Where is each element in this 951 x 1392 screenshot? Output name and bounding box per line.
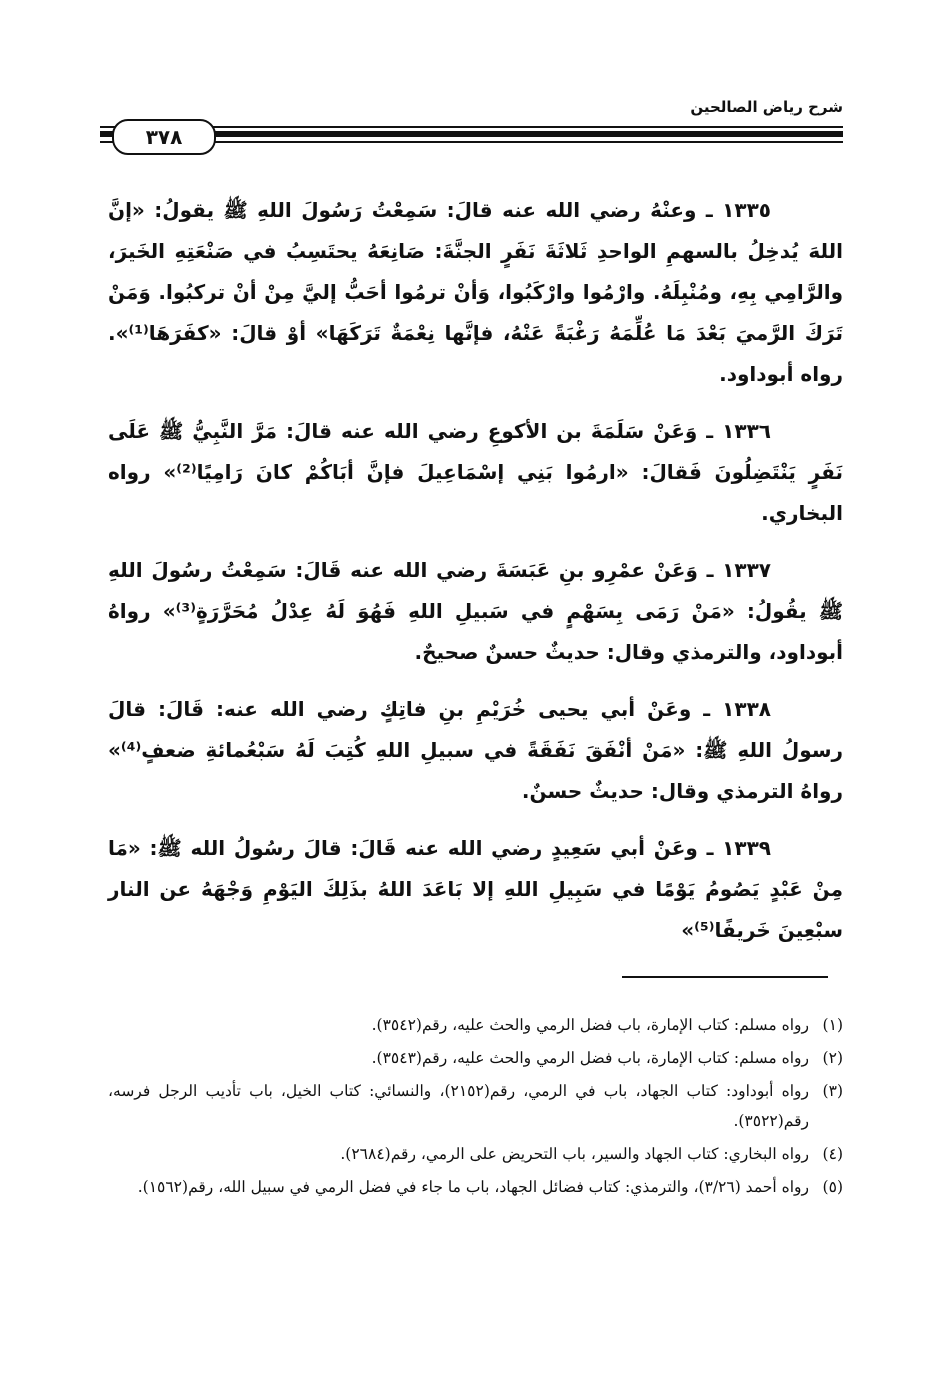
footnote-number: (٣) (822, 1082, 843, 1100)
hadith-1338: ١٣٣٨ ـ وعَنْ أبي يحيى خُرَيْمِ بنِ فاتِكٍ رضي الله عنه: قَالَ: قالَ رسولُ اللهِ ﷺ: «مَنْ أنْفَقَ نَفَقَةً في سبيلِ اللهِ كُتِبَ لَهُ سَبْعُمائةِ ضعفٍ⁽⁴⁾» رواهُ الترمذي وقال: حديثٌ حسنٌ. (108, 697, 843, 803)
hadith-1337: ١٣٣٧ ـ وَعَنْ عمْرِو بنِ عَبَسَةَ رضي الله عنه قَالَ: سَمِعْتُ رسُولَ اللهِ ﷺ يقُولُ: «مَنْ رَمَى بِسَهْمٍ في سَبيلِ اللهِ فَهُوَ لَهُ عِدْلُ مُحَرَّرَةٍ⁽³⁾» رواهُ أبوداود، والترمذي وقال: حديثٌ حسنٌ صحيحٌ. (108, 558, 843, 664)
footnote-number: (١) (822, 1016, 843, 1034)
footnote-number: (٤) (822, 1145, 843, 1163)
footnote-number: (٥) (822, 1178, 843, 1196)
page-number-badge (112, 119, 216, 155)
footnote-text: رواه أبوداود: كتاب الجهاد، باب في الرمي، رقم(٢١٥٢)، والنسائي: كتاب الخيل، باب تأديب الرجل فرسه، رقم(٣٥٢٢). (108, 1082, 810, 1130)
footnote-4 (108, 1139, 843, 1169)
footnote-2 (108, 1043, 843, 1073)
hadith-1339: ١٣٣٩ ـ وعَنْ أبي سَعِيدٍ رضي الله عنه قَالَ: قالَ رسُولُ الله ﷺ: «مَا مِنْ عَبْدٍ يَصُومُ يَوْمًا في سَبِيلِ اللهِ إلا بَاعَدَ اللهُ بذَلِكَ اليَوْمِ وَجْهَهُ عن النار سبْعِينَ خَريفًا⁽⁵⁾» (108, 836, 843, 942)
footnote-text: رواه البخاري: كتاب الجهاد والسير، باب التحريض على الرمي، رقم(٢٦٨٤). (340, 1145, 809, 1163)
footnote-number: (٢) (822, 1049, 843, 1067)
footnote-text: رواه أحمد (٣/٢٦)، والترمذي: كتاب فضائل الجهاد، باب ما جاء في فضل الرمي في سبيل الله، رقم(١٥٦٢). (137, 1178, 809, 1196)
page-number: ٣٧٨ (145, 125, 183, 149)
footnotes (108, 1010, 843, 1205)
running-title: شرح رياض الصالحين (690, 98, 843, 116)
footnote-3 (108, 1076, 843, 1136)
footnote-separator (622, 976, 828, 978)
hadith-1335: ١٣٣٥ ـ وعنْهُ رضي الله عنه قالَ: سَمِعْتُ رَسُولَ اللهِ ﷺ يقولُ: «إنَّ اللهَ يُدخِلُ بالسهمِ الواحدِ ثَلاثَةَ نَفَرٍ الجنَّةَ: صَانِعَهُ يحتَسِبُ في صَنْعَتِهِ الخَيرَ، والرَّامِي بِهِ، ومُنْبِلَهُ. وارْمُوا وارْكَبُوا، وَأنْ ترمُوا أحَبُّ إليَّ مِنْ أنْ تركبُوا. وَمَنْ تَرَكَ الرَّميَ بَعْدَ مَا عُلِّمَهُ رَغْبَةً عَنْهُ، فإنَّها نِعْمَةٌ تَرَكَهَا» أوْ قالَ: «كفَرَهَا⁽¹⁾». رواه أبوداود. (108, 198, 843, 386)
footnote-text: رواه مسلم: كتاب الإمارة، باب فضل الرمي والحث عليه، رقم(٣٥٤٢). (371, 1016, 809, 1034)
footnote-1 (108, 1010, 843, 1040)
main-text (108, 190, 843, 967)
hadith-1336: ١٣٣٦ ـ وَعَنْ سَلَمَةَ بن الأكوعِ رضي الله عنه قالَ: مَرَّ النَّبِيُّ ﷺ عَلَى نَفَرٍ يَنْتَضِلُونَ فَقالَ: «ارمُوا بَنِي إسْمَاعِيلَ فإنَّ أبَاكُمْ كانَ رَامِيًا⁽²⁾» رواه البخاري. (108, 419, 843, 525)
footnote-5 (108, 1172, 843, 1202)
footnote-text: رواه مسلم: كتاب الإمارة، باب فضل الرمي والحث عليه، رقم(٣٥٤٣). (371, 1049, 809, 1067)
